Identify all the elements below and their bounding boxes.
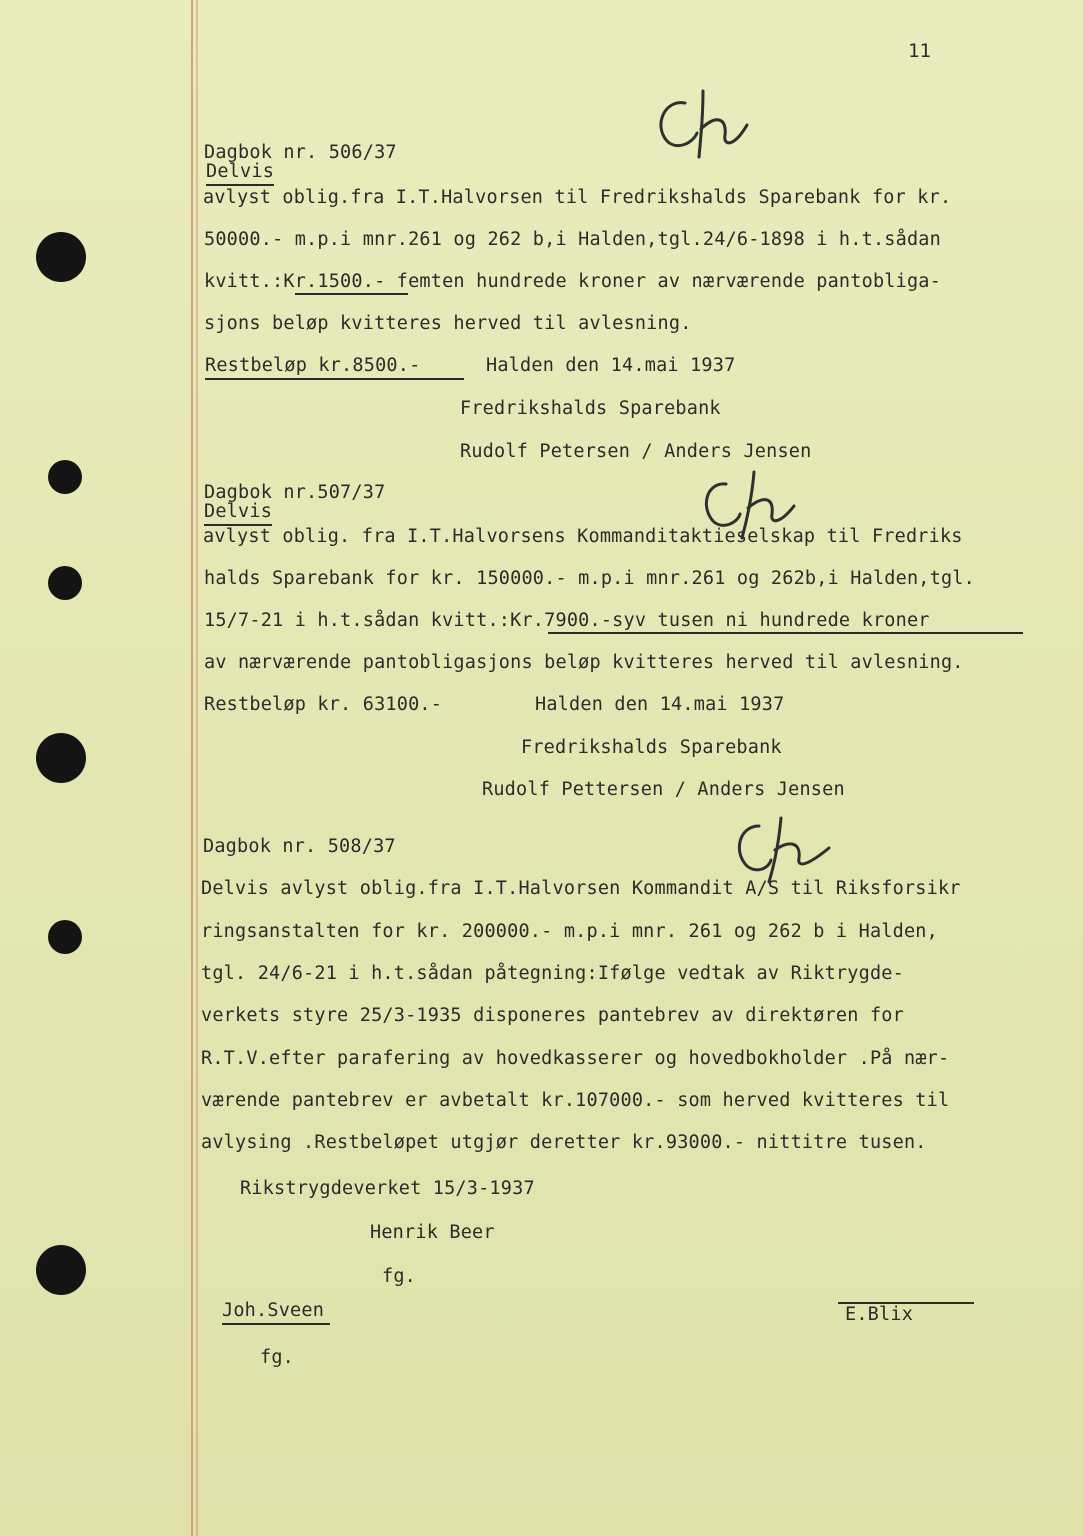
entry-507-rest: Restbeløp kr. 63100.- bbox=[204, 694, 443, 715]
entry-507-line-4: av nærværende pantobligasjons beløp kvitteres herved til avlesning. bbox=[204, 652, 964, 673]
entry-506-signers: Rudolf Petersen / Anders Jensen bbox=[460, 441, 812, 462]
initials-signature bbox=[725, 810, 845, 890]
entry-506-label: Delvis bbox=[206, 163, 274, 186]
entry-508-line-7: avlysing .Restbeløpet utgjør deretter kr.93000.- nittitre tusen. bbox=[201, 1132, 927, 1153]
entry-508-line-5: R.T.V.efter parafering av hovedkasserer og hovedbokholder .På nær- bbox=[201, 1048, 950, 1069]
entry-506-line-2: 50000.- m.p.i mnr.261 og 262 b,i Halden,tgl.24/6-1898 i h.t.sådan bbox=[204, 229, 941, 250]
entry-508-fg-2: fg. bbox=[260, 1347, 295, 1368]
entry-507-label: Delvis bbox=[204, 503, 272, 526]
entry-508-line-6: værende pantebrev er avbetalt kr.107000.- som herved kvitteres til bbox=[201, 1090, 950, 1111]
entry-508-right-sign: E.Blix bbox=[845, 1304, 914, 1325]
entry-506-bank: Fredrikshalds Sparebank bbox=[460, 398, 721, 419]
initials-signature bbox=[690, 462, 810, 542]
punch-hole bbox=[48, 566, 82, 600]
punch-hole bbox=[36, 733, 86, 783]
entry-508-line-4: verkets styre 25/3-1935 disponeres pantebrev av direktøren for bbox=[201, 1005, 904, 1026]
entry-508-line-3: tgl. 24/6-21 i h.t.sådan påtegning:Ifølge vedtak av Riktrygde- bbox=[201, 963, 904, 984]
entry-508-line-2: ringsanstalten for kr. 200000.- m.p.i mnr. 261 og 262 b i Halden, bbox=[201, 921, 938, 942]
entry-507-bank: Fredrikshalds Sparebank bbox=[521, 737, 782, 758]
entry-507-signers: Rudolf Pettersen / Anders Jensen bbox=[482, 779, 845, 800]
margin-line bbox=[191, 0, 193, 1536]
underline bbox=[548, 632, 1023, 634]
entry-508-heading: Dagbok nr. 508/37 bbox=[203, 836, 396, 857]
entry-508-fg-1: fg. bbox=[382, 1266, 417, 1287]
entry-508-signer: Henrik Beer bbox=[370, 1222, 495, 1243]
entry-507-line-2: halds Sparebank for kr. 150000.- m.p.i mnr.261 og 262b,i Halden,tgl. bbox=[204, 568, 975, 589]
page-number: 11 bbox=[908, 40, 931, 62]
punch-hole bbox=[36, 232, 86, 282]
punch-hole bbox=[36, 1245, 86, 1295]
entry-506-line-4: sjons beløp kvitteres herved til avlesning. bbox=[204, 313, 692, 334]
overline bbox=[838, 1302, 974, 1304]
underline bbox=[295, 293, 408, 295]
entry-507-place-date: Halden den 14.mai 1937 bbox=[535, 694, 785, 715]
entry-507-line-1: avlyst oblig. fra I.T.Halvorsens Kommanditaktieselskap til Fredriks bbox=[203, 526, 963, 547]
entry-506-rest: Restbeløp kr.8500.- bbox=[205, 357, 464, 380]
entry-508-issuer-date: Rikstrygdeverket 15/3-1937 bbox=[240, 1178, 535, 1199]
initials-signature bbox=[645, 85, 765, 165]
entry-506-heading: Dagbok nr. 506/37 bbox=[204, 142, 397, 163]
punch-hole bbox=[48, 460, 82, 494]
entry-506-line-1: avlyst oblig.fra I.T.Halvorsen til Fredrikshalds Sparebank for kr. bbox=[203, 187, 952, 208]
entry-506-line-3: kvitt.:Kr.1500.- femten hundrede kroner av nærværende pantobliga- bbox=[204, 271, 941, 292]
entry-508-left-sign: Joh.Sveen bbox=[222, 1302, 330, 1325]
margin-line-inner bbox=[196, 0, 198, 1536]
entry-507-heading: Dagbok nr.507/37 bbox=[204, 482, 386, 503]
punch-hole bbox=[48, 920, 82, 954]
entry-507-line-3: 15/7-21 i h.t.sådan kvitt.:Kr.7900.-syv tusen ni hundrede kroner bbox=[204, 610, 930, 631]
entry-506-place-date: Halden den 14.mai 1937 bbox=[486, 355, 736, 376]
entry-508-line-1: Delvis avlyst oblig.fra I.T.Halvorsen Kommandit A/S til Riksforsikr bbox=[201, 878, 961, 899]
